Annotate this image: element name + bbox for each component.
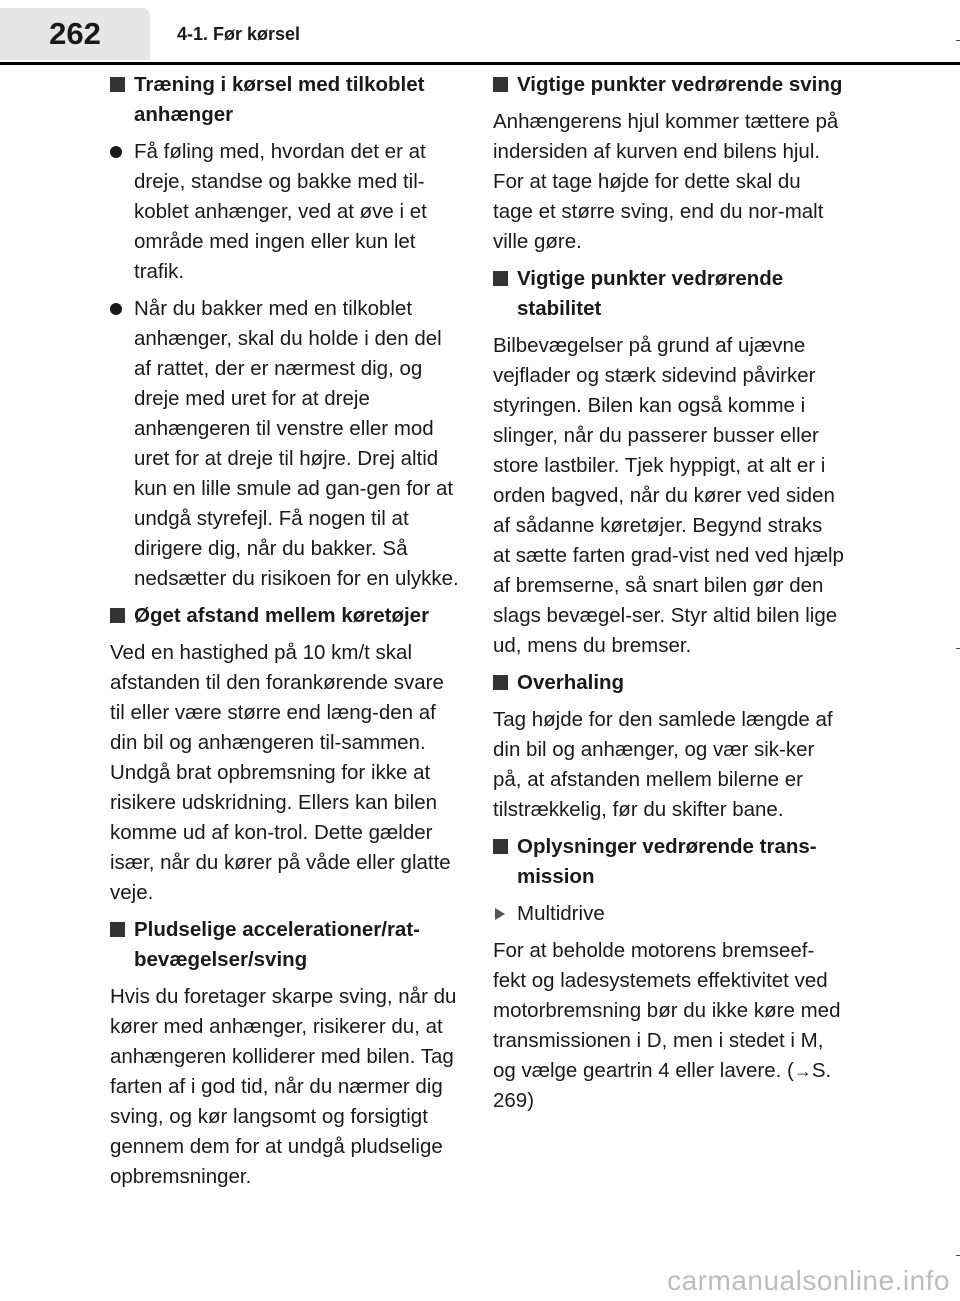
square-bullet-icon xyxy=(110,608,125,623)
crop-mark xyxy=(956,40,960,41)
heading-text: Oplysninger vedrørende trans-mission xyxy=(517,835,817,888)
heading-sudden-movements xyxy=(110,915,462,975)
paragraph xyxy=(493,936,845,1116)
heading-text: Overhaling xyxy=(517,671,625,694)
heading-text: Pludselige accelerationer/rat-bevægelser/sving xyxy=(134,918,420,971)
right-column xyxy=(493,70,845,1123)
round-bullet-icon xyxy=(110,303,122,315)
bullet-text: Få føling med, hvordan det er at dreje, standse og bakke med til-koblet anhænger, ved at øve i et område med ingen eller kun let trafik. xyxy=(134,140,427,283)
arrow-item-text: Multidrive xyxy=(517,902,605,925)
crop-mark xyxy=(956,648,960,649)
watermark: carmanualsonline.info xyxy=(667,1265,950,1296)
paragraph-text: For at beholde motorens bremseef-fekt og ladesystemets effektivitet ved motorbremsning bør du ikke køre med transmissionen i D, men i stedet i M, og vælge geartrin 4 eller lavere. ( xyxy=(493,939,841,1082)
header-rule xyxy=(0,62,960,65)
paragraph: Tag højde for den samlede længde af din bil og anhænger, og vær sik-ker på, at afstanden mellem bilerne er tilstrækkelig, før du skifter bane. xyxy=(493,708,833,821)
reference-arrow-icon: → xyxy=(793,1061,812,1081)
heading-distance xyxy=(110,601,462,631)
crop-mark xyxy=(956,1255,960,1256)
arrow-list-item xyxy=(493,899,845,929)
paragraph: Ved en hastighed på 10 km/t skal afstanden til den forankørende svare til eller være større end læng-den af din bil og anhængeren til-sammen. Undgå brat opbremsning for ikke at risikere udskridning. Ellers kan bilen komme ud af kon-trol. Dette gælder især, når du kører på våde eller glatte veje. xyxy=(110,641,451,904)
paragraph: Hvis du foretager skarpe sving, når du kører med anhænger, risikerer du, at anhængeren kolliderer med bilen. Tag farten af i god tid, når du nærmer dig sving, og kør langsomt og forsigtigt gennem dem for at undgå pludselige opbremsninger. xyxy=(110,985,457,1188)
heading-stability xyxy=(493,264,845,324)
section-title: 4-1. Før kørsel xyxy=(177,24,301,44)
paragraph: Bilbevægelser på grund af ujævne vejflader og stærk sidevind påvirker styringen. Bilen kan også komme i slinger, når du passerer busser eller store lastbiler. Tjek hyppigt, at alt er i orden bagved, når du kører ved siden af sådanne køretøjer. Begynd straks at sætte farten grad-vist ned ved hjælp af bremserne, så snart bilen gør den slags bevægel-ser. Styr altid bilen lige ud, mens du bremser. xyxy=(493,334,844,657)
heading-text: Vigtige punkter vedrørende stabilitet xyxy=(517,267,784,320)
bullet-item xyxy=(110,294,462,594)
heading-text: Træning i kørsel med tilkoblet anhænger xyxy=(134,73,425,126)
bullet-item xyxy=(110,137,462,287)
round-bullet-icon xyxy=(110,146,122,158)
heading-turning xyxy=(493,70,845,100)
triangle-arrow-icon xyxy=(495,908,505,920)
page-reference-link[interactable]: S. 269 xyxy=(493,1059,832,1112)
heading-trailer-training xyxy=(110,70,462,130)
square-bullet-icon xyxy=(493,271,508,286)
square-bullet-icon xyxy=(493,77,508,92)
left-column xyxy=(110,70,462,1199)
square-bullet-icon xyxy=(493,839,508,854)
paragraph-text-end: ) xyxy=(527,1089,535,1112)
bullet-text: Når du bakker med en tilkoblet anhænger, skal du holde i den del af rattet, der er nærmest dig, og dreje med uret for at dreje anhængeren til venstre eller mod uret for at dreje til højre. Drej altid kun en lille smule ad gan-gen for at undgå styrefejl. Få nogen til at dirigere dig, når du bakker. Så nedsætter du risikoen for en ulykke. xyxy=(134,297,459,590)
page-header xyxy=(0,0,960,64)
heading-transmission xyxy=(493,832,845,892)
square-bullet-icon xyxy=(110,77,125,92)
page-number: 262 xyxy=(0,8,150,60)
paragraph: Anhængerens hjul kommer tættere på indersiden af kurven end bilens hjul. For at tage højde for dette skal du tage et større sving, end du nor-malt ville gøre. xyxy=(493,110,839,253)
heading-overtaking xyxy=(493,668,845,698)
heading-text: Vigtige punkter vedrørende sving xyxy=(517,73,843,96)
square-bullet-icon xyxy=(110,922,125,937)
square-bullet-icon xyxy=(493,675,508,690)
heading-text: Øget afstand mellem køretøjer xyxy=(134,604,430,627)
